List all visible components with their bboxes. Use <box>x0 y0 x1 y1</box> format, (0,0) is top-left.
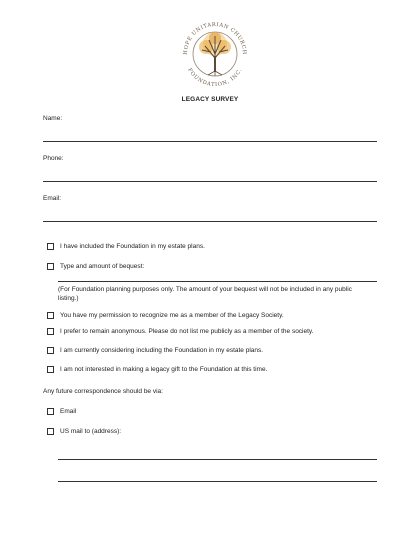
option-bequest[interactable] <box>47 263 144 270</box>
address-line-2[interactable] <box>58 481 377 482</box>
checkbox[interactable] <box>47 263 54 270</box>
bequest-note: (For Foundation planning purposes only. The amount of your bequest will not be included in any public listing.) <box>58 286 352 302</box>
checkbox[interactable] <box>47 366 54 373</box>
option-label: I am not interested in making a legacy gift to the Foundation at this time. <box>60 366 268 373</box>
name-field[interactable] <box>43 141 377 142</box>
address-line-1[interactable] <box>58 459 377 460</box>
option-label: I have included the Foundation in my estate plans. <box>60 243 205 250</box>
logo-text-top: HOPE UNITARIAN CHURCH <box>182 21 248 55</box>
phone-field[interactable] <box>43 181 377 182</box>
option-label: I am currently considering including the Foundation in my estate plans. <box>60 347 264 354</box>
logo-text-bottom: FOUNDATION, INC. <box>186 67 244 89</box>
option-label: US mail to (address): <box>60 428 122 435</box>
bequest-field[interactable] <box>58 281 377 282</box>
phone-label: Phone: <box>43 155 64 162</box>
option-anonymous[interactable] <box>47 328 314 335</box>
correspondence-label: Any future correspondence should be via: <box>43 388 163 395</box>
church-logo <box>175 14 255 94</box>
checkbox[interactable] <box>47 347 54 354</box>
option-considering[interactable] <box>47 347 263 354</box>
option-email[interactable] <box>47 408 76 415</box>
checkbox[interactable] <box>47 408 54 415</box>
option-label: Type and amount of bequest: <box>60 263 145 270</box>
option-label: You have my permission to recognize me as a member of the Legacy Society. <box>60 312 284 319</box>
option-us-mail[interactable] <box>47 428 121 435</box>
option-label: Email <box>60 408 77 415</box>
name-label: Name: <box>43 115 63 122</box>
checkbox[interactable] <box>47 243 54 250</box>
checkbox[interactable] <box>47 312 54 319</box>
option-not-interested[interactable] <box>47 366 267 373</box>
tree-icon <box>199 32 231 76</box>
checkbox[interactable] <box>47 428 54 435</box>
option-permission[interactable] <box>47 312 284 319</box>
option-included[interactable] <box>47 243 205 250</box>
checkbox[interactable] <box>47 328 54 335</box>
email-field[interactable] <box>43 221 377 222</box>
page-title: LEGACY SURVEY <box>181 96 239 103</box>
email-label: Email: <box>43 195 62 202</box>
option-label: I prefer to remain anonymous. Please do not list me publicly as a member of the society. <box>60 328 314 335</box>
